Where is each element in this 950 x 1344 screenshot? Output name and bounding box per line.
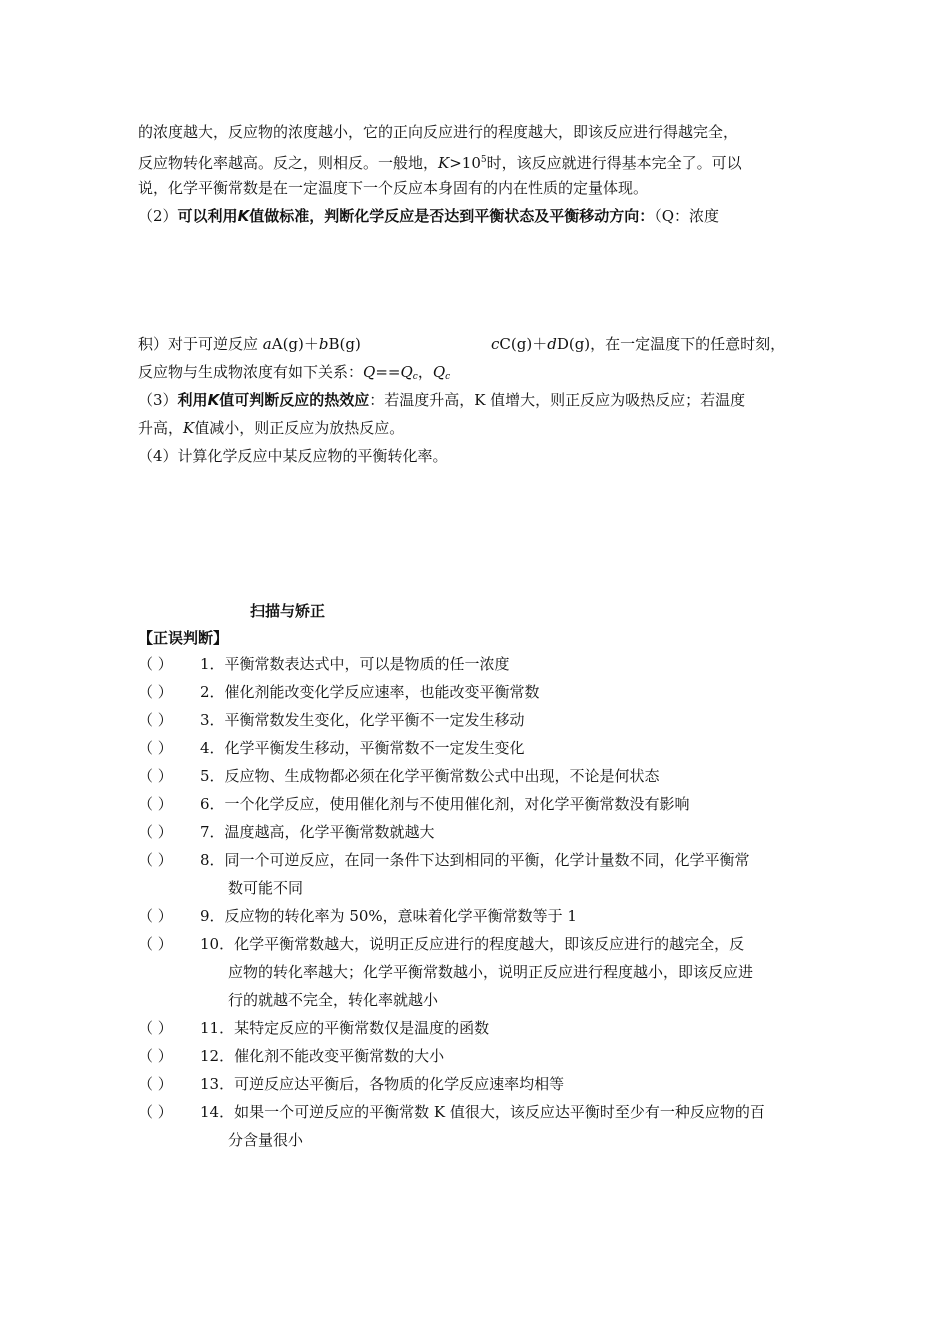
species-d: D(g)，在一定温度下的任意时刻， [556, 335, 786, 353]
species-c: C(g)＋ [499, 335, 548, 353]
item-3-line-2 [138, 418, 404, 438]
comma: ， [417, 363, 433, 381]
question-item [200, 710, 525, 730]
question-number: 14． [200, 1103, 235, 1121]
section-title: 扫描与矫正 [250, 602, 326, 620]
answer-blank: （ ） [138, 907, 173, 925]
item-3-line-2-a: 升高， [138, 419, 184, 437]
question-text: 化学平衡常数越大，说明正反应进行的程度越大，即该反应进行的越完全，反 [234, 935, 745, 953]
species-b: B(g) [328, 335, 361, 353]
intro-line-1: 的浓度越大，反应物的浓度越小，它的正向反应进行的程度越大，即该反应进行得越完全， [138, 123, 739, 141]
qc2-symbol: Q [432, 363, 446, 381]
question-text-continued: 数可能不同 [228, 879, 304, 897]
question-item [200, 738, 525, 758]
answer-blank: （ ） [138, 739, 173, 757]
answer-blank: （ ） [138, 1075, 173, 1093]
question-text: 某特定反应的平衡常数仅是温度的函数 [234, 1019, 490, 1037]
answer-blank: （ ） [138, 683, 173, 701]
answer-blank: （ ） [138, 851, 173, 869]
question-item [200, 1102, 765, 1122]
question-number: 7． [200, 823, 225, 841]
question-text: 平衡常数发生变化，化学平衡不一定发生移动 [224, 711, 525, 729]
question-number: 12． [200, 1047, 235, 1065]
item-4: （4）计算化学反应中某反应物的平衡转化率。 [138, 447, 448, 465]
qc2-subscript: c [445, 372, 451, 382]
question-number: 6． [200, 795, 225, 813]
question-number: 4． [200, 739, 225, 757]
question-number: 5． [200, 767, 225, 785]
question-number: 8． [200, 851, 225, 869]
question-number: 10． [200, 935, 235, 953]
answer-blank: （ ） [138, 655, 173, 673]
question-item [200, 1018, 489, 1038]
item-3-bold-a: 利用 [177, 391, 208, 409]
coef-b: b [318, 335, 329, 353]
question-text-continued: 应物的转化率越大；化学平衡常数越小，说明正反应进行程度越小，即该反应进 [228, 963, 754, 981]
item-3-bold-b: 值可判断反应的热效应 [219, 391, 370, 409]
answer-blank: （ ） [138, 1103, 173, 1121]
item-2-prefix: （2） [138, 207, 178, 225]
answer-blank: （ ） [138, 1019, 173, 1037]
item-2-line-2 [138, 334, 361, 354]
gt-ten: >10 [449, 154, 481, 172]
question-text: 平衡常数表达式中，可以是物质的任一浓度 [224, 655, 510, 673]
question-item [200, 794, 690, 814]
equals: == [375, 363, 401, 381]
item-3-line-1 [138, 390, 745, 410]
intro-line-3: 说，化学平衡常数是在一定温度下一个反应本身固有的内在性质的定量体现。 [138, 179, 649, 197]
question-item [200, 850, 750, 870]
reaction-intro: 积）对于可逆反应 [138, 335, 263, 353]
coef-a: a [262, 335, 272, 353]
question-number: 9． [200, 907, 225, 925]
answer-blank: （ ） [138, 711, 173, 729]
answer-blank: （ ） [138, 1047, 173, 1065]
question-text: 催化剂不能改变平衡常数的大小 [234, 1047, 445, 1065]
qc-subscript: c [412, 372, 418, 382]
intro-line-2-text: 反应物转化率越高。反之，则相反。一般地， [138, 154, 439, 172]
relation-text: 反应物与生成物浓度有如下关系： [138, 363, 364, 381]
subsection-title: 【正误判断】 [138, 629, 229, 647]
question-text: 同一个可逆反应，在同一条件下达到相同的平衡，化学计量数不同，化学平衡常 [224, 851, 750, 869]
question-number: 2． [200, 683, 225, 701]
q-symbol: Q [363, 363, 376, 381]
item-2-bold-a: 可以利用 [177, 207, 238, 225]
coef-d: d [547, 335, 557, 353]
question-text: 如果一个可逆反应的平衡常数 K 值很大，该反应达平衡时至少有一种反应物的百 [234, 1103, 765, 1121]
answer-blank: （ ） [138, 935, 173, 953]
question-item [200, 1074, 564, 1094]
question-text: 温度越高，化学平衡常数就越大 [224, 823, 435, 841]
answer-blank: （ ） [138, 767, 173, 785]
question-number: 13． [200, 1075, 235, 1093]
question-item [200, 766, 660, 786]
question-item [200, 934, 744, 954]
question-item [200, 1046, 444, 1066]
item-3-k: K [207, 391, 220, 409]
coef-c: c [491, 335, 500, 353]
item-2-bold-b: 值做标准，判断化学反应是否达到平衡状态及平衡移动方向： [249, 207, 655, 225]
question-text: 催化剂能改变化学反应速率，也能改变平衡常数 [224, 683, 540, 701]
item-3-line-2-b: 值减小，则正反应为放热反应。 [194, 419, 405, 437]
item-2-line-1 [138, 206, 719, 226]
question-text-continued: 行的就越不完全，转化率就越小 [228, 991, 439, 1009]
item-2-line-2-right [491, 334, 785, 354]
item-2-tail: （Q：浓度 [654, 207, 720, 225]
question-text: 化学平衡发生移动，平衡常数不一定发生变化 [224, 739, 525, 757]
question-text: 反应物的转化率为 50%，意味着化学平衡常数等于 1 [224, 907, 577, 925]
question-item [200, 906, 577, 926]
answer-blank: （ ） [138, 795, 173, 813]
question-text: 反应物、生成物都必须在化学平衡常数公式中出现，不论是何状态 [224, 767, 660, 785]
intro-line-2-end: 时，该反应就进行得基本完全了。可以 [486, 154, 742, 172]
question-number: 1． [200, 655, 225, 673]
question-item [200, 654, 510, 674]
item-3-rest: ：若温度升高，K 值增大，则正反应为吸热反应；若温度 [369, 391, 746, 409]
qc-symbol: Q [400, 363, 413, 381]
item-2-k: K [237, 207, 250, 225]
exponent: 5 [480, 155, 487, 165]
question-text: 一个化学反应，使用催化剂与不使用催化剂，对化学平衡常数没有影响 [224, 795, 690, 813]
question-text-continued: 分含量很小 [228, 1131, 304, 1149]
item-3-prefix: （3） [138, 391, 178, 409]
question-text: 可逆反应达平衡后，各物质的化学反应速率均相等 [234, 1075, 565, 1093]
k-symbol: K [438, 154, 450, 172]
question-number: 3． [200, 711, 225, 729]
item-3-line-2-k: K [183, 419, 195, 437]
species-a: A(g)＋ [271, 335, 319, 353]
question-number: 11． [200, 1019, 235, 1037]
question-item [200, 822, 435, 842]
intro-line-2 [138, 150, 742, 173]
question-item [200, 682, 540, 702]
answer-blank: （ ） [138, 823, 173, 841]
item-2-line-3 [138, 362, 450, 387]
